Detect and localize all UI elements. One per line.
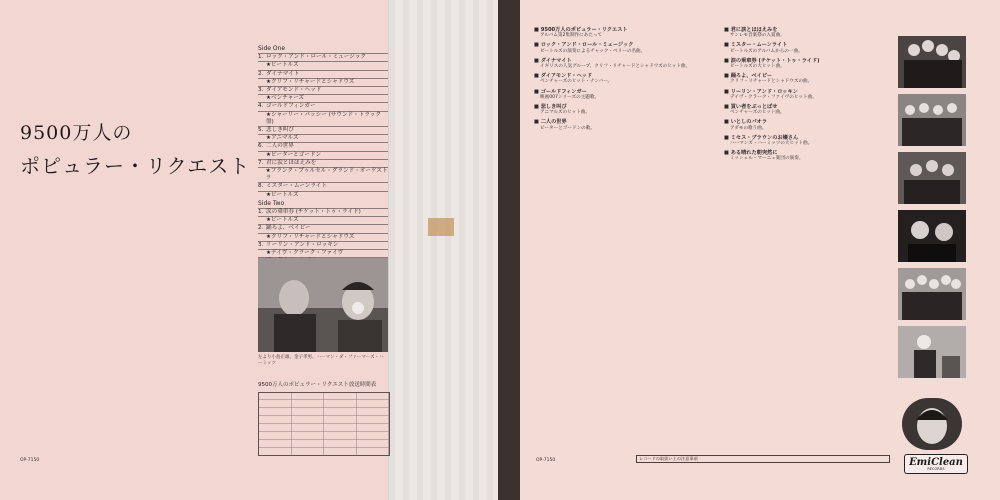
track-number: 5. <box>258 127 264 134</box>
track-number: 6. <box>258 143 264 150</box>
label-sub: RECORDS <box>927 467 945 471</box>
torn-tape-strip <box>388 0 499 500</box>
photo-caption: 左より小島正雄、金子孝男、ハーマン・ダ・ファーマーズ・ハーミッツ <box>258 355 384 366</box>
track-row <box>258 134 388 142</box>
track-row <box>258 78 388 86</box>
liner-note-paragraph: ビートルズの大ヒット曲。 <box>730 64 785 70</box>
track-number <box>258 192 266 199</box>
liner-note-paragraph: ビートルズの演奏によるチャック・ベリーの名曲。 <box>540 48 646 54</box>
track-title: ミスター・ムーンライト <box>266 183 327 190</box>
catalog-number-right: OP-7150 <box>536 458 556 463</box>
track-number <box>258 79 266 86</box>
track-row <box>258 94 388 102</box>
price-sticker <box>428 218 454 236</box>
track-row <box>258 159 388 167</box>
track-title: ダイナマイト <box>266 70 300 77</box>
track-title: ★ビートルズ <box>266 191 299 198</box>
label-name: EmiClean <box>909 457 963 468</box>
track-row <box>258 233 388 241</box>
liner-note-heading: ■ ある晴れた朝突然に <box>724 150 884 156</box>
liner-notes-column-2 <box>724 24 884 163</box>
track-title: 悲しき叫び <box>266 127 294 134</box>
singer-portrait <box>902 398 962 450</box>
track-row <box>258 53 388 61</box>
track-number: 3. <box>258 241 264 248</box>
track-title: ダイアモンド・ヘッド <box>266 87 322 94</box>
track-title: リーリン・アンド・ロッキン <box>266 241 339 248</box>
track-row <box>258 70 388 78</box>
track-row <box>258 126 388 134</box>
liner-note-heading: ■ いとしのパオラ <box>724 119 884 125</box>
schedule-table <box>258 392 390 456</box>
liner-note-heading: ■ ロック・アンド・ロール・ミュージック <box>534 42 694 48</box>
liner-note-heading: ■ 悲しき叫び <box>534 104 694 110</box>
schedule-title: 9500万人のポピュラー・リクエスト放送時間表 <box>258 382 377 388</box>
track-row <box>258 249 388 257</box>
track-title: 二人の世界 <box>266 143 294 150</box>
liner-note-heading: ■ 買い者をぶっとばせ <box>724 104 884 110</box>
track-number <box>258 135 266 142</box>
track-number: 8. <box>258 183 264 190</box>
liner-note-paragraph: アニマルズのヒット曲。 <box>540 110 591 116</box>
liner-note-heading: ■ ミセス・ブラウンのお嬢さん <box>724 135 884 141</box>
track-number <box>258 217 266 224</box>
side-two-header: Side Two <box>258 199 285 207</box>
liner-note-paragraph: クリフ・リチャードとシャドウズの曲。 <box>730 79 813 85</box>
track-title: ★フランク・プゥルセル・グランド・オーケストラ <box>265 168 388 182</box>
track-row <box>258 191 388 199</box>
track-title: ★ベンチャーズ <box>266 95 305 102</box>
track-number: 1. <box>258 209 264 216</box>
track-number <box>258 168 266 182</box>
track-title: ロック・アンド・ロール・ミュージック <box>266 54 367 61</box>
liner-note-paragraph: ハーマンズ・ハーミッツの大ヒット曲。 <box>730 141 813 147</box>
track-row <box>258 86 388 94</box>
liner-note-heading: ■ リーリン・アンド・ロッキン <box>724 89 884 95</box>
liner-note-paragraph: アダモの歌う曲。 <box>730 125 767 131</box>
track-row <box>258 151 388 159</box>
track-title: ★クリフ・リチャードとシャドウズ <box>266 233 355 240</box>
liner-note-heading: ■ ダイアモンド・ヘッド <box>534 73 694 79</box>
artist-photos <box>898 36 966 384</box>
track-row <box>258 224 388 232</box>
liner-note-heading: ■ 踊ろよ、ベイビー <box>724 73 884 79</box>
liner-note-paragraph: ベンチャーズのヒット・ナンバー。 <box>540 79 613 85</box>
hosts-photo <box>258 258 388 352</box>
track-number: 3. <box>258 87 264 94</box>
dave-clark-five-photo <box>898 268 966 320</box>
track-title: ★アニマルズ <box>266 135 299 142</box>
track-title: ゴールドフィンガー <box>266 103 316 110</box>
track-row <box>258 216 388 224</box>
track-row <box>258 241 388 249</box>
side-one-tracks <box>258 53 388 199</box>
track-number: 4. <box>258 103 264 110</box>
liner-note-paragraph: デイヴ・クラーク・ファイヴのヒット曲。 <box>730 94 817 100</box>
spine <box>498 0 520 500</box>
ventures-photo <box>898 152 966 204</box>
record-label-logo <box>904 454 968 474</box>
liner-note-heading: ■ ゴールドフィンガー <box>534 89 694 95</box>
track-number: 1. <box>258 54 264 61</box>
beatles-photo <box>898 36 966 88</box>
liner-note-heading: ■ 9500万人のポピュラー・リクエスト <box>534 27 694 33</box>
track-row <box>258 61 388 69</box>
animals-photo <box>898 210 966 262</box>
track-title: 涙の乗車券 (チケット・トゥ・ライド) <box>266 209 361 216</box>
herman-photo <box>898 326 966 378</box>
tape-texture <box>389 0 499 500</box>
track-title: 踊ろよ、ベイビー <box>266 225 311 232</box>
track-number: 2. <box>258 225 264 232</box>
liner-note-paragraph: ミッシェル・マーニュ楽団の演奏。 <box>730 156 804 162</box>
liner-note-paragraph: アルバム第2集制作にあたって <box>540 33 603 39</box>
track-title: ★ビートルズ <box>266 62 299 69</box>
track-title: ★デイヴ・クラーク・ファイヴ <box>266 250 344 257</box>
side-one-header: Side One <box>258 45 286 52</box>
track-title: ★クリフ・リチャードとシャドウズ <box>266 78 355 85</box>
liner-note-paragraph: 映画007シリーズの主題歌。 <box>540 94 600 100</box>
liner-note-heading: ■ ダイナマイト <box>534 58 694 64</box>
shadows-photo <box>898 94 966 146</box>
liner-note-paragraph: ビートルズのアルバムからの一曲。 <box>730 48 803 54</box>
track-number <box>258 234 266 241</box>
track-title: 君に涙とほほえみを <box>266 159 317 166</box>
liner-note-heading: ■ ミスター・ムーンライト <box>724 42 884 48</box>
track-number <box>258 62 266 69</box>
catalog-number-left: OP-7150 <box>20 458 40 463</box>
liner-note-paragraph: イギリスの人気グループ、クリフ・リチャードとシャドウズのヒット曲。 <box>540 64 691 70</box>
track-title: ★ビートルズ <box>266 217 299 224</box>
track-number <box>258 112 266 126</box>
track-title: ★シャーリー・バッシー (サウンド・トラック盤) <box>265 111 381 125</box>
track-title: ★ピーターとゴードン <box>266 151 322 158</box>
liner-note-heading: ■ 二人の世界 <box>534 119 694 125</box>
liner-note-heading: ■ 涙の乗車券 (チケット・トゥ・ライド) <box>724 58 884 64</box>
liner-note-paragraph: ベンチャーズのヒット曲。 <box>730 110 785 116</box>
liner-note-paragraph: サンレモ音楽祭の入賞曲。 <box>730 33 785 39</box>
track-row <box>258 167 388 182</box>
track-row <box>258 111 388 126</box>
track-row <box>258 102 388 110</box>
album-title-line2: ポピュラー・リクエスト <box>20 154 251 178</box>
liner-note-paragraph: ピーターとゴードンの歌。 <box>540 125 595 131</box>
track-row <box>258 208 388 216</box>
liner-note-heading: ■ 君に涙とほほえみを <box>724 27 884 33</box>
track-row <box>258 142 388 150</box>
track-number: 2. <box>258 70 264 77</box>
care-notice: レコードの取扱い上の注意事項 <box>636 455 890 463</box>
track-number: 7. <box>258 159 264 166</box>
album-title-line1: 9500万人の <box>20 122 133 144</box>
track-number <box>258 152 266 159</box>
track-number <box>258 250 266 257</box>
track-number <box>258 95 266 102</box>
liner-notes-column-1 <box>534 24 694 132</box>
track-row <box>258 182 388 190</box>
